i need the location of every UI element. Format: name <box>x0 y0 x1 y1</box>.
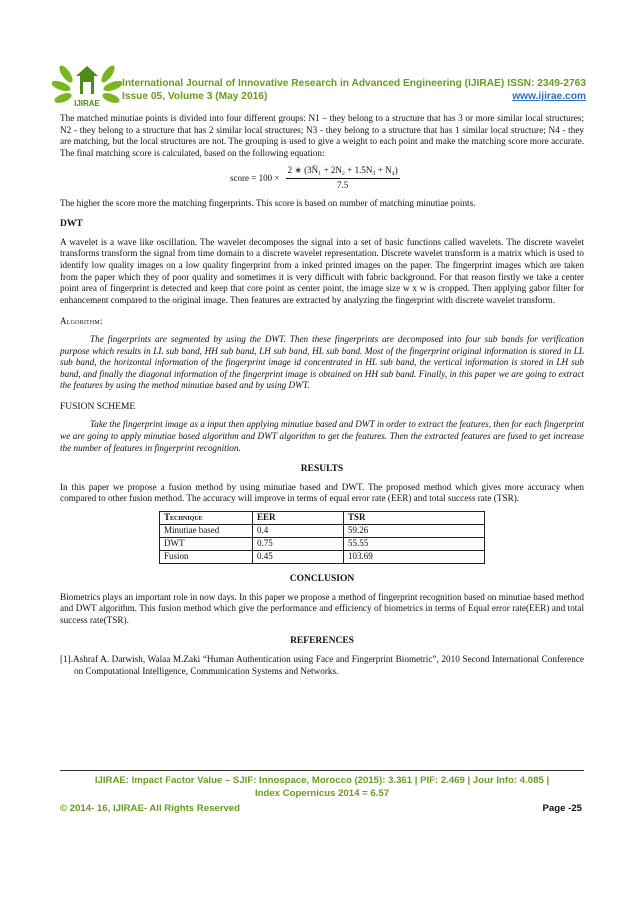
journal-link[interactable]: www.ijirae.com <box>512 91 586 102</box>
table-header-eer: EER <box>253 512 344 525</box>
references-heading: REFERENCES <box>290 636 354 647</box>
after-equation-paragraph: The higher the score more the matching fingerprints. This score is based on number of matching minutiae points. <box>60 197 476 208</box>
fusion-paragraph: Take the fingerprint image as a input then applying minutiae based and DWT in order to extract the features, then for each fingerprint we are going to apply minutiae based algorithm and DWT algorithm to get the features. Then the extracted features are fused to get increase the number of features in fingerprint recognition. <box>60 419 584 453</box>
svg-text:IJIRAE: IJIRAE <box>74 99 100 108</box>
results-table <box>159 511 485 564</box>
table-cell: 55.55 <box>344 538 485 551</box>
journal-title: International Journal of Innovative Research in Advanced Engineering (IJIRAE) <box>122 78 505 89</box>
table-row <box>160 525 485 538</box>
table-cell: 0.75 <box>253 538 344 551</box>
issue-info: Issue 05, Volume 3 (May 2016) <box>122 91 268 102</box>
results-paragraph: In this paper we propose a fusion method by using minutiae based and DWT. The proposed method which gives more accuracy when compared to other fusion method. The accuracy will improve in terms of equal error rate (EER) and total success rate (TSR). <box>60 481 584 504</box>
score-equation <box>230 165 584 191</box>
article-body <box>60 113 584 677</box>
page-number: Page -25 <box>542 803 582 814</box>
conclusion-paragraph: Biometrics plays an important role in now days. In this paper we propose a method of fingerprint recognition based on minutiae based method and DWT algorithm. This fusion method which give the performance and efficiency of biometrics in terms of Equal error rate(EER) and total success rate(TSR). <box>60 591 584 625</box>
footer-copyright: © 2014- 16, IJIRAE- All Rights Reserved <box>60 803 240 814</box>
table-row <box>160 538 485 551</box>
table-cell: 0.45 <box>253 551 344 564</box>
results-heading: RESULTS <box>300 464 344 475</box>
table-cell: Minutiae based <box>160 525 253 538</box>
equation-fraction <box>286 165 400 191</box>
table-cell: 103.69 <box>344 551 485 564</box>
algorithm-heading: Algorithm: <box>60 316 103 327</box>
table-header-tsr: TSR <box>344 512 485 525</box>
footer-divider <box>60 770 584 771</box>
table-cell: Fusion <box>160 551 253 564</box>
footer-index-copernicus: Index Copernicus 2014 = 6.57 <box>254 788 390 799</box>
table-cell: 0.4 <box>253 525 344 538</box>
table-header-row <box>160 512 485 525</box>
equation-lhs: score = 100 × <box>230 172 280 183</box>
issn: ISSN: 2349-2763 <box>507 78 586 89</box>
footer-impact-factor: IJIRAE: Impact Factor Value – SJIF: Innospace, Morocco (2015): 3.361 | PIF: 2.469 | Jour Info: 4.085 | <box>94 775 550 786</box>
fusion-heading: FUSION SCHEME <box>60 401 136 412</box>
algorithm-paragraph: The fingerprints are segmented by using the DWT. Then these fingerprints are decomposed into four sub bands for verification purpose which results in LL sub band, HH sub band, LH sub band, HL sub band. Most of the fingerprint original information is stored in LL sub band, the horizontal information of the fingerprint image id concentrated in HL sub band, the vertical information is stored in LH sub band, and finally the diagonal information of the fingerprint image is obtained on HH sub band. Finally, in this paper we are going to extract the features by using the method minutiae based and by using DWT. <box>60 333 584 391</box>
conclusion-heading: CONCLUSION <box>289 574 355 585</box>
table-header-technique: Technique <box>160 512 253 525</box>
table-row <box>160 551 485 564</box>
equation-numerator: 2 ∗ (3N̄₁ + 2N₂ + 1.5N₃ + N₄) <box>286 165 400 179</box>
table-cell: DWT <box>160 538 253 551</box>
reference-item: [1].Ashraf A. Darwish, Walaa M.Zaki “Human Authentication using Face and Fingerprint Biometric”, 2010 Second International Conference on Computational Intelligence, Communication Systems and Networks. <box>60 654 584 676</box>
intro-paragraph: The matched minutiae points is divided into four different groups: N1 – they belong to a structure that has 3 or more similar local structures; N2 - they belong to a structure that has 2 similar local structures; N3 - they belong to a structure that has 1 similar local structure; N4 - they are matching, but the local structures are not. The grouping is used to give a weight to each point and make the matching score more accurate. The final matching score is calculated, based on the following equation: <box>60 113 584 158</box>
dwt-heading: DWT <box>60 219 83 230</box>
ijirae-logo <box>52 60 122 112</box>
dwt-paragraph: A wavelet is a wave like oscillation. The wavelet decomposes the signal into a set of basic functions called wavelets. The discrete wavelet transforms transform the signal from time domain to a discrete wavelet representation. Discrete wavelet transform is a matrix which is used to identify low quality images on a low quality fingerprint from a inked printed images on the paper. The fingerprint images which are taken from the paper which they of poor quality and sometimes it is very difficult with fabric background. For that reason firstly we take a center point area of fingerprint is detected and keep that core point as center point, the image size w x w is cropped. Then applying gabor filter for enhancement compared to the original image. Then features are extracted by analyzing the fingerprint with discrete wavelet transform. <box>60 236 584 305</box>
table-cell: 59.26 <box>344 525 485 538</box>
equation-denominator: 7.5 <box>337 179 349 190</box>
